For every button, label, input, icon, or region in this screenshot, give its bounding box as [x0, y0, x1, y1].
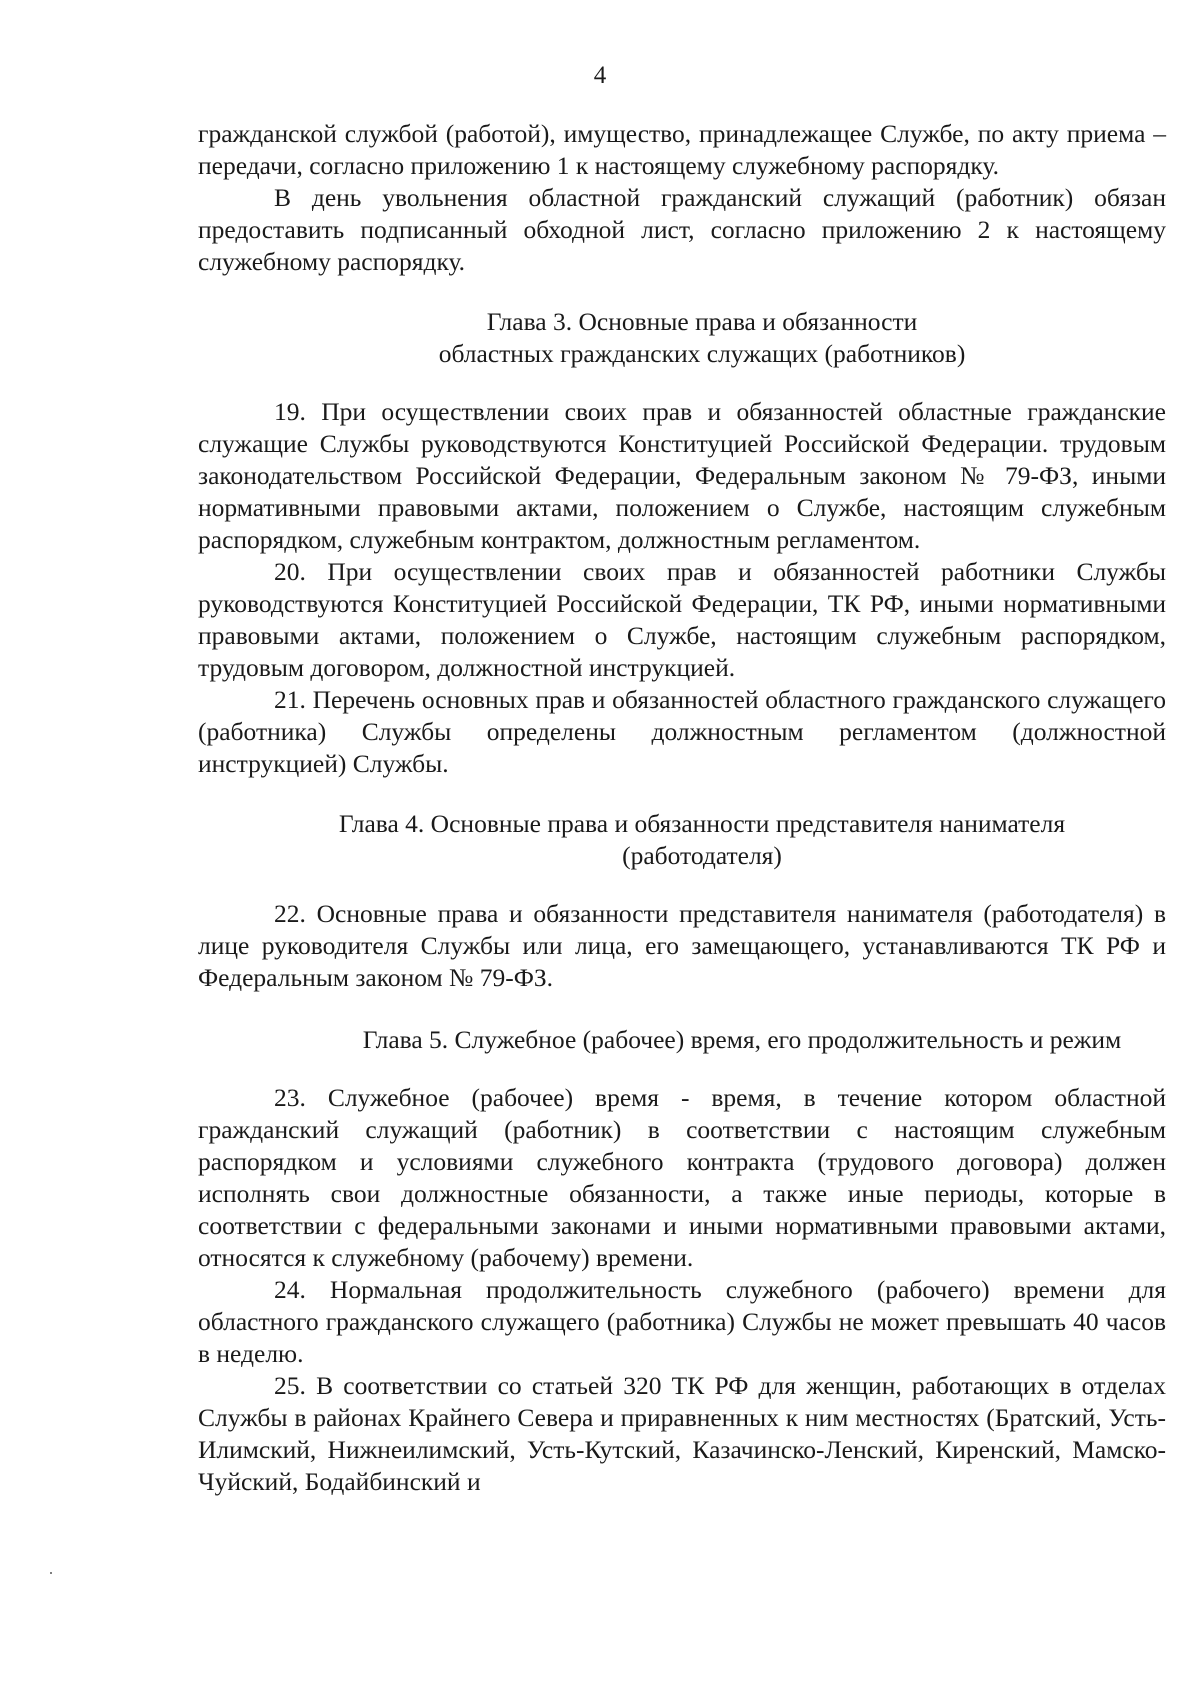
clause-23: 23. Служебное (рабочее) время - время, в течение котором областной гражданский служащий (работник) в соответствии с настоящим служебным распорядком и условиями служебного контракта (трудового договора) должен исполнять свои должностные обязанности, а также иные периоды, которые в соответствии с федеральными законами и иными нормативными правовыми актами, относятся к служебному (рабочему) времени.: [198, 1083, 1166, 1272]
chapter-3-title: [198, 306, 1166, 370]
clause-21: 21. Перечень основных прав и обязанностей областного гражданского служащего (работника) Службы определены должностным регламентом (должностной инструкцией) Службы.: [198, 685, 1166, 778]
chapter-3-title-line-2: областных гражданских служащих (работников): [438, 339, 966, 368]
chapter-4-title-line-2: (работодателя): [622, 841, 782, 870]
chapter-3-title-line-1: Глава 3. Основные права и обязанности: [486, 307, 918, 336]
scan-speck: [50, 1572, 52, 1574]
paragraph-dismissal: В день увольнения областной гражданский служащий (работник) обязан предоставить подписанный обходной лист, согласно приложению 2 к настоящему служебному распорядку.: [198, 183, 1166, 276]
chapter-4-title: [198, 808, 1166, 872]
clause-19: 19. При осуществлении своих прав и обязанностей областные гражданские служащие Службы руководствуются Конституцией Российской Федерации. трудовым законодательством Российской Федерации, Федеральным законом № 79-ФЗ, иными нормативными правовыми актами, положением о Службе, настоящим служебным распорядком, служебным контрактом, должностным регламентом.: [198, 397, 1166, 554]
chapter-5-title: Глава 5. Служебное (рабочее) время, его продолжительность и режим: [362, 1025, 1122, 1054]
chapter-4-title-line-1: Глава 4. Основные права и обязанности представителя нанимателя: [338, 809, 1066, 838]
clause-25: 25. В соответствии со статьей 320 ТК РФ для женщин, работающих в отделах Службы в районах Крайнего Севера и приравненных к ним местностях (Братский, Усть-Илимский, Нижнеилимский, Усть-Кутский, Казачинско-Ленский, Киренский, Мамско-Чуйский, Бодайбинский и: [198, 1371, 1166, 1496]
clause-24: 24. Нормальная продолжительность служебного (рабочего) времени для областного гражданского служащего (работника) Службы не может превышать 40 часов в неделю.: [198, 1275, 1166, 1368]
page-number: 4: [593, 62, 607, 89]
paragraph-continuation: гражданской службой (работой), имущество, принадлежащее Службе, по акту приема – передачи, согласно приложению 1 к настоящему служебному распорядку.: [198, 119, 1166, 180]
clause-20: 20. При осуществлении своих прав и обязанностей работники Службы руководствуются Конституцией Российской Федерации, ТК РФ, иными нормативными правовыми актами, положением о Службе, настоящим служебным распорядком, трудовым договором, должностной инструкцией.: [198, 557, 1166, 682]
document-body: [198, 118, 1166, 1498]
clause-22: 22. Основные права и обязанности представителя нанимателя (работодателя) в лице руководителя Службы или лица, его замещающего, устанавливаются ТК РФ и Федеральным законом № 79-ФЗ.: [198, 899, 1166, 992]
